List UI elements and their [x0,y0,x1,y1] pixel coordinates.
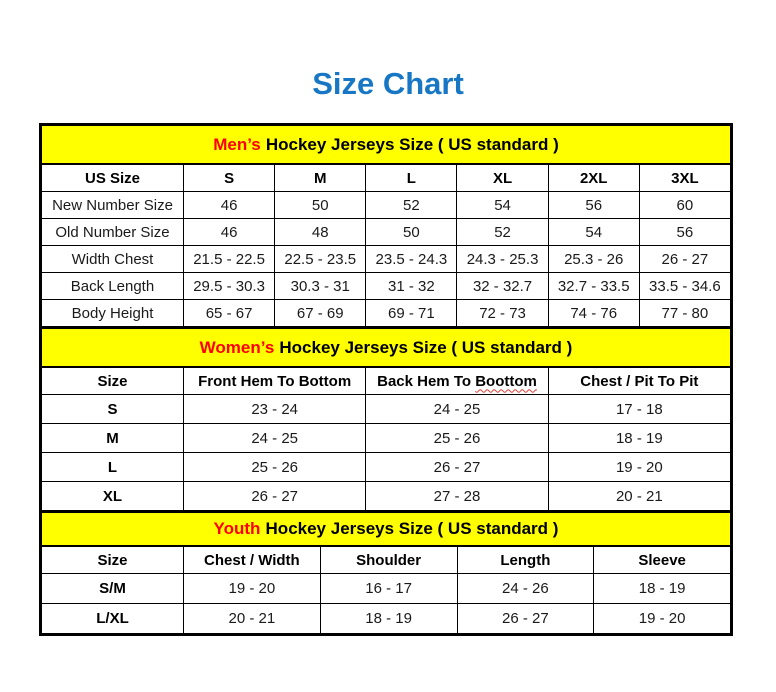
row-label: S/M [42,574,184,604]
youth-banner-row [42,512,731,546]
column-header: 3XL [639,164,730,192]
table-cell: 29.5 - 30.3 [184,273,275,300]
table-cell: 18 - 19 [594,574,731,604]
table-cell: 23 - 24 [184,395,366,424]
table-cell: 33.5 - 34.6 [639,273,730,300]
column-header: Chest / Pit To Pit [548,367,730,395]
row-label: New Number Size [42,192,184,219]
row-label: Body Height [42,300,184,327]
table-cell: 26 - 27 [639,246,730,273]
column-header: 2XL [548,164,639,192]
table-cell: 18 - 19 [548,424,730,453]
table-cell: 32.7 - 33.5 [548,273,639,300]
misspelled-word: Boottom [475,372,537,390]
table-row [42,246,731,273]
table-cell: 69 - 71 [366,300,457,327]
table-cell: 25.3 - 26 [548,246,639,273]
row-label: S [42,395,184,424]
column-header: Chest / Width [184,546,321,574]
banner-text: Hockey Jerseys Size ( US standard ) [265,519,559,538]
table-cell: 23.5 - 24.3 [366,246,457,273]
size-chart-frame [39,123,733,636]
table-row [42,395,731,424]
page-title: Size Chart [312,66,464,101]
table-cell: 48 [275,219,366,246]
column-header: Size [42,367,184,395]
row-label: L/XL [42,604,184,634]
table-cell: 50 [275,192,366,219]
row-label: M [42,424,184,453]
table-cell: 24 - 25 [366,395,548,424]
mens-banner [42,126,731,165]
table-cell: 22.5 - 23.5 [275,246,366,273]
table-cell: 56 [548,192,639,219]
womens-size-table [41,327,731,511]
table-row [42,453,731,482]
mens-banner-row [42,126,731,165]
column-header: Shoulder [320,546,457,574]
table-cell: 19 - 20 [594,604,731,634]
table-cell: 72 - 73 [457,300,548,327]
youth-header-row [42,546,731,574]
table-cell: 18 - 19 [320,604,457,634]
mens-size-table [41,125,731,327]
womens-banner-row [42,328,731,367]
table-cell: 54 [548,219,639,246]
table-cell: 27 - 28 [366,482,548,511]
table-cell: 17 - 18 [548,395,730,424]
table-cell: 67 - 69 [275,300,366,327]
table-cell: 50 [366,219,457,246]
table-cell: 31 - 32 [366,273,457,300]
womens-banner [42,328,731,367]
column-header: US Size [42,164,184,192]
banner-highlight: Women’s [199,337,275,357]
table-cell: 26 - 27 [366,453,548,482]
table-cell: 46 [184,219,275,246]
table-cell: 21.5 - 22.5 [184,246,275,273]
column-header: S [184,164,275,192]
row-label: XL [42,482,184,511]
table-row [42,219,731,246]
table-cell: 26 - 27 [184,482,366,511]
table-cell: 25 - 26 [366,424,548,453]
table-cell: 24 - 26 [457,574,594,604]
table-cell: 16 - 17 [320,574,457,604]
column-header-text: Back Hem To [377,372,472,390]
table-cell: 54 [457,192,548,219]
table-cell: 77 - 80 [639,300,730,327]
row-label: L [42,453,184,482]
table-cell: 24 - 25 [184,424,366,453]
table-row [42,300,731,327]
table-row [42,273,731,300]
banner-text: Hockey Jerseys Size ( US standard ) [265,134,559,154]
table-cell: 65 - 67 [184,300,275,327]
mens-header-row [42,164,731,192]
table-cell: 24.3 - 25.3 [457,246,548,273]
table-cell: 25 - 26 [184,453,366,482]
column-header: Length [457,546,594,574]
table-cell: 56 [639,219,730,246]
table-cell: 60 [639,192,730,219]
table-cell: 20 - 21 [548,482,730,511]
table-cell: 52 [366,192,457,219]
table-cell: 52 [457,219,548,246]
table-cell: 74 - 76 [548,300,639,327]
column-header: M [275,164,366,192]
table-row [42,604,731,634]
youth-size-table [41,511,731,634]
table-row [42,192,731,219]
row-label: Width Chest [42,246,184,273]
table-cell: 19 - 20 [548,453,730,482]
banner-highlight: Men’s [213,134,261,154]
table-cell: 19 - 20 [184,574,321,604]
table-cell: 32 - 32.7 [457,273,548,300]
banner-text: Hockey Jerseys Size ( US standard ) [279,337,573,357]
table-cell: 30.3 - 31 [275,273,366,300]
column-header: Sleeve [594,546,731,574]
table-cell: 20 - 21 [184,604,321,634]
table-row [42,574,731,604]
youth-banner [42,512,731,546]
column-header [366,367,548,395]
column-header: Size [42,546,184,574]
column-header: XL [457,164,548,192]
table-row [42,424,731,453]
column-header: L [366,164,457,192]
row-label: Back Length [42,273,184,300]
table-cell: 46 [184,192,275,219]
banner-highlight: Youth [213,519,261,538]
womens-header-row [42,367,731,395]
table-row [42,482,731,511]
column-header: Front Hem To Bottom [184,367,366,395]
table-cell: 26 - 27 [457,604,594,634]
row-label: Old Number Size [42,219,184,246]
